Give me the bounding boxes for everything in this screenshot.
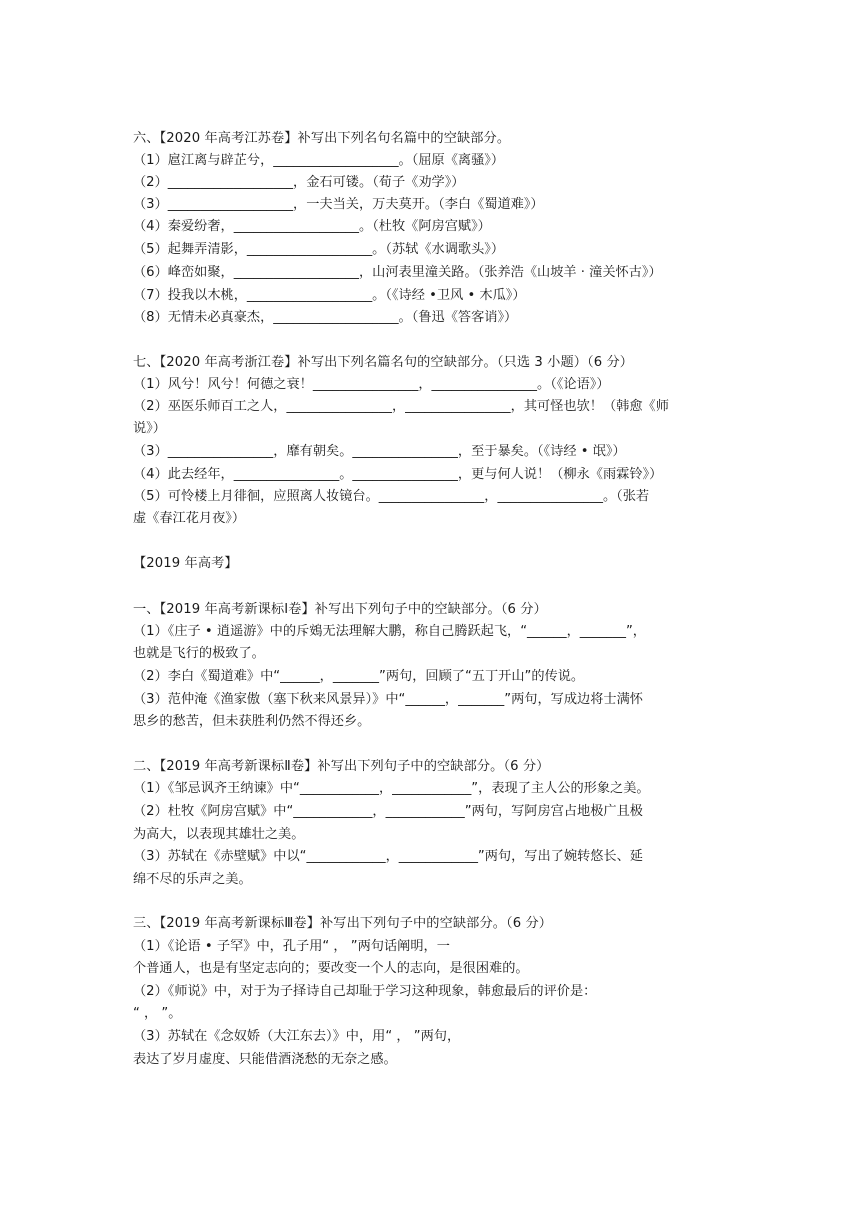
question-line: 个普通人，也是有坚定志向的；要改变一个人的志向，是很困难的。	[133, 961, 529, 976]
question-line: （2）___________________，金石可镂。（荀子《劝学》）	[133, 175, 465, 190]
question-line: （1）扈江离与辟芷兮，___________________。（屈原《离骚》）	[133, 153, 505, 168]
question-line: （5）起舞弄清影，___________________。（苏轼《水调歌头》）	[133, 242, 505, 257]
question-line: “ ， ”。	[133, 1006, 182, 1021]
question-line: （1）《庄子 • 逍遥游》中的斥鴳无法理解大鹏，称自己腾跃起飞，“______，_______”，	[133, 624, 646, 639]
question-line: （2）巫医乐师百工之人，________________，________________，其可怪也欤！（韩愈《师	[133, 399, 669, 414]
question-line: （3）苏轼在《念奴娇（大江东去）》中，用“ ， ”两句，	[133, 1029, 461, 1044]
section-heading: 六、【2020 年高考江苏卷】补写出下列名句名篇中的空缺部分。	[133, 131, 511, 146]
section-heading: 一、【2019 年高考新课标Ⅰ卷】补写出下列句子中的空缺部分。（6 分）	[133, 602, 547, 617]
question-line: （6）峰峦如聚，___________________，山河表里潼关路。（张养浩《山坡羊 · 潼关怀古》）	[133, 265, 662, 280]
question-line: 绵不尽的乐声之美。	[133, 872, 252, 887]
question-line: （3）________________，靡有朝矣。________________，至于暴矣。（《诗经 • 氓》）	[133, 444, 626, 459]
question-line: （2）《师说》中，对于为子择诗自己却耻于学习这种现象，韩愈最后的评价是：	[133, 984, 597, 999]
question-line: （3）范仲淹《渔家傲（塞下秋来风景异）》中“______，_______”两句，写成边将士满怀	[133, 692, 643, 707]
question-line: （3）苏轼在《赤壁赋》中以“____________，____________”两句，写出了婉转悠长、延	[133, 849, 643, 864]
question-line: 也就是飞行的极致了。	[133, 646, 265, 661]
question-line: （4）此去经年，________________。________________，更与何人说！（柳永《雨霖铃》）	[133, 467, 663, 482]
question-line: （5）可怜楼上月徘徊，应照离人妆镜台。________________，________________。（张若	[133, 489, 650, 504]
question-line: 为高大，以表现其雄壮之美。	[133, 827, 305, 842]
section-heading: 七、【2020 年高考浙江卷】补写出下列名篇名句的空缺部分。（只选 3 小题）（6 分）	[133, 355, 634, 370]
question-line: （2）杜牧《阿房宫赋》中“____________，____________”两句，写阿房宫占地极广且极	[133, 804, 643, 819]
question-line: （8）无情未必真豪杰，___________________。（鲁迅《答客诮》）	[133, 310, 518, 325]
question-line: （1）《论语 • 子罕》中，孔子用“ ， ”两句话阐明，一	[133, 939, 450, 954]
question-line: （1）风兮！风兮！何德之衰！________________，________________。（《论语》）	[133, 377, 610, 392]
question-line: 表达了岁月虚度、只能借酒浇愁的无奈之感。	[133, 1052, 397, 1067]
question-line: （1）《邹忌讽齐王纳谏》中“____________，____________”，表现了主人公的形象之美。	[133, 781, 650, 796]
question-line: （2）李白《蜀道难》中“______，_______”两句，回顾了“五丁开山”的传说。	[133, 669, 585, 684]
question-line: （4）秦爱纷奢，___________________。（杜牧《阿房宫赋》）	[133, 219, 491, 234]
year-heading: 【2019 年高考】	[133, 556, 238, 571]
question-line: 思乡的愁苦，但未获胜利仍然不得还乡。	[133, 714, 371, 729]
question-line: （7）投我以木桃，___________________。（《诗经 •卫风 • 木瓜》）	[133, 288, 526, 303]
section-heading: 二、【2019 年高考新课标Ⅱ卷】补写出下列句子中的空缺部分。（6 分）	[133, 759, 550, 774]
question-line: 虚《春江花月夜》）	[133, 511, 246, 526]
question-line: （3）___________________，一夫当关，万夫莫开。（李白《蜀道难》）	[133, 197, 544, 212]
section-heading: 三、【2019 年高考新课标Ⅲ卷】补写出下列句子中的空缺部分。（6 分）	[133, 916, 553, 931]
question-line: 说》）	[133, 421, 166, 436]
